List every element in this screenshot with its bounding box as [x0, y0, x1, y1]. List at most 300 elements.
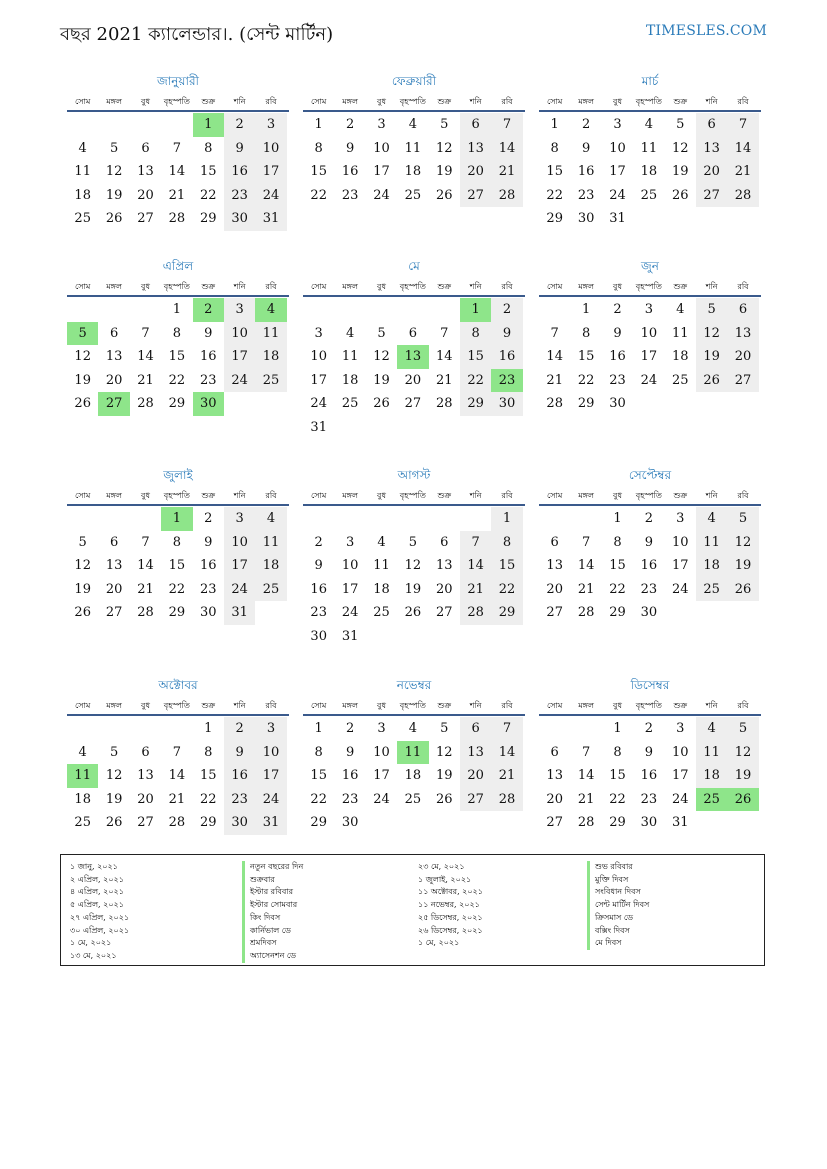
day-cell[interactable]: 25	[404, 791, 422, 807]
day-cell[interactable]: 13	[460, 137, 491, 161]
day-cell[interactable]: 10	[224, 322, 255, 346]
day-cell[interactable]: 22	[609, 581, 626, 597]
day-cell[interactable]: 18	[696, 554, 727, 578]
day-cell[interactable]: 14	[435, 349, 453, 364]
day-cell[interactable]: 18	[640, 164, 658, 179]
day-cell[interactable]: 21	[727, 160, 758, 184]
day-cell[interactable]: 13	[460, 741, 491, 765]
day-cell[interactable]: 4	[377, 534, 386, 550]
day-cell[interactable]: 5	[67, 322, 98, 346]
day-cell[interactable]: 15	[460, 345, 491, 369]
day-cell[interactable]: 28	[546, 396, 563, 411]
day-cell[interactable]: 4	[696, 507, 727, 531]
day-cell[interactable]: 5	[727, 507, 758, 531]
day-cell[interactable]: 19	[404, 581, 422, 597]
day-cell[interactable]: 11	[341, 349, 359, 364]
day-cell[interactable]: 28	[577, 605, 595, 620]
day-cell[interactable]: 30	[640, 815, 658, 830]
day-cell[interactable]: 13	[546, 768, 563, 783]
day-cell[interactable]: 4	[644, 117, 653, 132]
day-cell[interactable]: 14	[491, 741, 522, 765]
day-cell[interactable]: 23	[341, 187, 359, 203]
day-cell[interactable]: 23	[199, 581, 217, 597]
day-cell[interactable]: 6	[141, 744, 150, 760]
day-cell[interactable]: 29	[609, 815, 626, 830]
day-cell[interactable]: 1	[460, 298, 491, 322]
day-cell[interactable]: 15	[577, 349, 595, 364]
day-cell[interactable]: 17	[310, 372, 327, 388]
day-cell[interactable]: 17	[671, 558, 689, 573]
day-cell[interactable]: 5	[727, 717, 758, 741]
day-cell[interactable]: 25	[696, 578, 727, 602]
day-cell[interactable]: 11	[255, 322, 286, 346]
day-cell[interactable]: 6	[727, 298, 758, 322]
day-cell[interactable]: 22	[546, 187, 563, 203]
day-cell[interactable]: 27	[460, 184, 491, 208]
day-cell[interactable]: 10	[373, 744, 390, 760]
day-cell[interactable]: 28	[137, 605, 154, 620]
day-cell[interactable]: 27	[546, 815, 563, 830]
day-cell[interactable]: 14	[577, 558, 595, 573]
day-cell[interactable]: 15	[609, 558, 626, 573]
day-cell[interactable]: 13	[105, 558, 123, 573]
day-cell[interactable]: 27	[105, 605, 123, 620]
day-cell[interactable]: 7	[581, 534, 591, 550]
day-cell[interactable]: 2	[581, 117, 591, 132]
day-cell[interactable]: 11	[74, 164, 91, 179]
day-cell[interactable]: 29	[310, 815, 327, 830]
day-cell[interactable]: 27	[404, 396, 422, 411]
day-cell[interactable]: 25	[696, 788, 727, 812]
day-cell[interactable]: 8	[581, 325, 591, 341]
day-cell[interactable]: 24	[255, 788, 286, 812]
day-cell[interactable]: 23	[199, 372, 217, 388]
day-cell[interactable]: 7	[141, 325, 150, 341]
day-cell[interactable]: 9	[491, 322, 522, 346]
day-cell[interactable]: 3	[224, 507, 255, 531]
day-cell[interactable]: 20	[460, 160, 491, 184]
day-cell[interactable]: 30	[199, 605, 217, 620]
day-cell[interactable]: 15	[310, 164, 327, 179]
day-cell[interactable]: 4	[408, 721, 417, 736]
day-cell[interactable]: 26	[435, 791, 453, 807]
day-cell[interactable]: 13	[397, 345, 428, 369]
day-cell[interactable]: 30	[609, 396, 626, 411]
day-cell[interactable]: 12	[105, 768, 123, 783]
day-cell[interactable]: 7	[440, 325, 449, 341]
day-cell[interactable]: 31	[341, 628, 359, 644]
day-cell[interactable]: 30	[640, 605, 658, 620]
day-cell[interactable]: 18	[255, 554, 286, 578]
day-cell[interactable]: 23	[640, 581, 658, 597]
day-cell[interactable]: 22	[609, 791, 626, 807]
day-cell[interactable]: 16	[491, 345, 522, 369]
day-cell[interactable]: 8	[613, 534, 622, 550]
day-cell[interactable]: 30	[224, 207, 255, 231]
day-cell[interactable]: 31	[224, 601, 255, 625]
day-cell[interactable]: 16	[224, 764, 255, 788]
day-cell[interactable]: 21	[491, 160, 522, 184]
day-cell[interactable]: 26	[404, 605, 422, 620]
day-cell[interactable]: 20	[105, 581, 123, 597]
day-cell[interactable]: 2	[345, 117, 355, 132]
day-cell[interactable]: 28	[168, 815, 186, 830]
day-cell[interactable]: 5	[440, 117, 449, 132]
day-cell[interactable]: 20	[435, 581, 453, 597]
day-cell[interactable]: 21	[460, 578, 491, 602]
day-cell[interactable]: 19	[671, 164, 689, 179]
day-cell[interactable]: 13	[105, 349, 123, 364]
day-cell[interactable]: 4	[345, 325, 355, 341]
day-cell[interactable]: 26	[671, 187, 689, 203]
day-cell[interactable]: 29	[491, 601, 522, 625]
day-cell[interactable]: 8	[204, 140, 213, 156]
day-cell[interactable]: 9	[224, 741, 255, 765]
day-cell[interactable]: 10	[609, 140, 626, 156]
day-cell[interactable]: 26	[727, 578, 758, 602]
day-cell[interactable]: 12	[404, 558, 422, 573]
day-cell[interactable]: 17	[224, 345, 255, 369]
day-cell[interactable]: 28	[491, 788, 522, 812]
day-cell[interactable]: 16	[310, 581, 327, 597]
day-cell[interactable]: 18	[404, 768, 422, 783]
day-cell[interactable]: 3	[676, 511, 685, 526]
day-cell[interactable]: 3	[224, 298, 255, 322]
day-cell[interactable]: 8	[314, 140, 323, 156]
day-cell[interactable]: 18	[74, 791, 91, 807]
day-cell[interactable]: 6	[141, 140, 150, 156]
day-cell[interactable]: 18	[74, 187, 91, 203]
day-cell[interactable]: 18	[255, 345, 286, 369]
day-cell[interactable]: 12	[727, 531, 758, 555]
day-cell[interactable]: 23	[609, 372, 626, 388]
day-cell[interactable]: 24	[255, 184, 286, 208]
day-cell[interactable]: 3	[377, 721, 386, 736]
day-cell[interactable]: 1	[550, 117, 559, 132]
day-cell[interactable]: 19	[105, 791, 123, 807]
day-cell[interactable]: 26	[435, 187, 453, 203]
day-cell[interactable]: 16	[341, 164, 359, 179]
day-cell[interactable]: 5	[696, 298, 727, 322]
day-cell[interactable]: 21	[577, 791, 595, 807]
day-cell[interactable]: 16	[199, 349, 217, 364]
day-cell[interactable]: 8	[172, 325, 181, 341]
day-cell[interactable]: 23	[310, 605, 327, 620]
day-cell[interactable]: 26	[696, 369, 727, 393]
day-cell[interactable]: 10	[640, 325, 658, 341]
day-cell[interactable]: 22	[491, 578, 522, 602]
day-cell[interactable]: 9	[204, 325, 213, 341]
day-cell[interactable]: 24	[373, 791, 390, 807]
day-cell[interactable]: 10	[224, 531, 255, 555]
day-cell[interactable]: 16	[640, 558, 658, 573]
day-cell[interactable]: 24	[609, 187, 626, 203]
day-cell[interactable]: 25	[404, 187, 422, 203]
day-cell[interactable]: 6	[109, 325, 119, 341]
day-cell[interactable]: 4	[255, 507, 286, 531]
day-cell[interactable]: 28	[460, 601, 491, 625]
day-cell[interactable]: 8	[314, 744, 323, 760]
day-cell[interactable]: 13	[727, 322, 758, 346]
day-cell[interactable]: 17	[255, 764, 286, 788]
day-cell[interactable]: 23	[341, 791, 359, 807]
day-cell[interactable]: 8	[491, 531, 522, 555]
day-cell[interactable]: 29	[577, 396, 595, 411]
day-cell[interactable]: 11	[397, 741, 428, 765]
day-cell[interactable]: 11	[404, 140, 422, 156]
day-cell[interactable]: 10	[341, 558, 359, 573]
day-cell[interactable]: 24	[224, 369, 255, 393]
day-cell[interactable]: 17	[640, 349, 658, 364]
day-cell[interactable]: 9	[581, 140, 591, 156]
day-cell[interactable]: 8	[172, 534, 181, 550]
day-cell[interactable]: 18	[696, 764, 727, 788]
day-cell[interactable]: 10	[373, 140, 390, 156]
day-cell[interactable]: 19	[105, 187, 123, 203]
day-cell[interactable]: 6	[408, 325, 417, 341]
day-cell[interactable]: 27	[137, 815, 154, 830]
day-cell[interactable]: 11	[255, 531, 286, 555]
day-cell[interactable]: 25	[341, 396, 359, 411]
day-cell[interactable]: 10	[310, 349, 327, 364]
day-cell[interactable]: 1	[314, 117, 323, 132]
day-cell[interactable]: 18	[671, 349, 689, 364]
day-cell[interactable]: 22	[199, 791, 217, 807]
day-cell[interactable]: 19	[696, 345, 727, 369]
day-cell[interactable]: 24	[671, 791, 689, 807]
day-cell[interactable]: 17	[373, 768, 390, 783]
day-cell[interactable]: 26	[105, 815, 123, 830]
day-cell[interactable]: 31	[310, 419, 327, 435]
day-cell[interactable]: 2	[644, 511, 653, 526]
day-cell[interactable]: 22	[310, 791, 327, 807]
day-cell[interactable]: 7	[581, 744, 591, 760]
day-cell[interactable]: 27	[727, 369, 758, 393]
day-cell[interactable]: 30	[577, 211, 595, 226]
day-cell[interactable]: 2	[613, 302, 622, 317]
day-cell[interactable]: 6	[109, 534, 119, 550]
day-cell[interactable]: 5	[109, 744, 119, 760]
day-cell[interactable]: 14	[168, 164, 186, 179]
day-cell[interactable]: 25	[255, 578, 286, 602]
day-cell[interactable]: 15	[199, 164, 217, 179]
day-cell[interactable]: 9	[204, 534, 213, 550]
day-cell[interactable]: 9	[613, 325, 622, 341]
day-cell[interactable]: 27	[435, 605, 453, 620]
day-cell[interactable]: 3	[255, 113, 286, 137]
day-cell[interactable]: 20	[727, 345, 758, 369]
day-cell[interactable]: 23	[224, 184, 255, 208]
day-cell[interactable]: 10	[671, 534, 689, 550]
day-cell[interactable]: 19	[435, 164, 453, 179]
day-cell[interactable]: 20	[696, 160, 727, 184]
day-cell[interactable]: 13	[435, 558, 453, 573]
day-cell[interactable]: 9	[644, 534, 653, 550]
day-cell[interactable]: 29	[546, 211, 563, 226]
day-cell[interactable]: 12	[696, 322, 727, 346]
day-cell[interactable]: 29	[460, 392, 491, 416]
day-cell[interactable]: 13	[137, 164, 154, 179]
day-cell[interactable]: 9	[224, 137, 255, 161]
brand-link[interactable]: TIMESLES.COM	[646, 23, 767, 39]
day-cell[interactable]: 2	[204, 511, 213, 526]
day-cell[interactable]: 2	[224, 717, 255, 741]
day-cell[interactable]: 9	[345, 140, 355, 156]
day-cell[interactable]: 2	[644, 721, 653, 736]
day-cell[interactable]: 2	[193, 298, 224, 322]
day-cell[interactable]: 24	[310, 396, 327, 411]
day-cell[interactable]: 7	[460, 531, 491, 555]
day-cell[interactable]: 29	[168, 605, 186, 620]
day-cell[interactable]: 11	[671, 325, 689, 341]
day-cell[interactable]: 13	[137, 768, 154, 783]
day-cell[interactable]: 2	[314, 534, 323, 550]
day-cell[interactable]: 21	[435, 372, 453, 388]
day-cell[interactable]: 21	[137, 372, 154, 388]
day-cell[interactable]: 21	[491, 764, 522, 788]
day-cell[interactable]: 30	[193, 392, 224, 416]
day-cell[interactable]: 21	[137, 581, 154, 597]
day-cell[interactable]: 24	[224, 578, 255, 602]
day-cell[interactable]: 27	[98, 392, 129, 416]
day-cell[interactable]: 24	[671, 581, 689, 597]
day-cell[interactable]: 13	[546, 558, 563, 573]
day-cell[interactable]: 11	[67, 764, 98, 788]
day-cell[interactable]: 16	[341, 768, 359, 783]
day-cell[interactable]: 17	[671, 768, 689, 783]
day-cell[interactable]: 1	[193, 113, 224, 137]
day-cell[interactable]: 3	[345, 534, 355, 550]
day-cell[interactable]: 31	[609, 211, 626, 226]
day-cell[interactable]: 31	[255, 811, 286, 835]
day-cell[interactable]: 28	[491, 184, 522, 208]
day-cell[interactable]: 7	[172, 744, 181, 760]
day-cell[interactable]: 7	[491, 717, 522, 741]
day-cell[interactable]: 5	[676, 117, 685, 132]
day-cell[interactable]: 14	[546, 349, 563, 364]
day-cell[interactable]: 22	[199, 187, 217, 203]
day-cell[interactable]: 11	[373, 558, 390, 573]
day-cell[interactable]: 19	[74, 372, 91, 388]
day-cell[interactable]: 4	[78, 744, 87, 760]
day-cell[interactable]: 26	[727, 788, 758, 812]
day-cell[interactable]: 20	[460, 764, 491, 788]
day-cell[interactable]: 26	[74, 396, 91, 411]
day-cell[interactable]: 29	[168, 396, 186, 411]
day-cell[interactable]: 16	[224, 160, 255, 184]
day-cell[interactable]: 10	[255, 137, 286, 161]
day-cell[interactable]: 5	[78, 534, 87, 550]
day-cell[interactable]: 14	[137, 349, 154, 364]
day-cell[interactable]: 25	[255, 369, 286, 393]
day-cell[interactable]: 16	[577, 164, 595, 179]
day-cell[interactable]: 4	[255, 298, 286, 322]
day-cell[interactable]: 1	[613, 511, 622, 526]
day-cell[interactable]: 14	[577, 768, 595, 783]
day-cell[interactable]: 25	[640, 187, 658, 203]
day-cell[interactable]: 18	[373, 581, 390, 597]
day-cell[interactable]: 23	[577, 187, 595, 203]
day-cell[interactable]: 7	[491, 113, 522, 137]
day-cell[interactable]: 21	[577, 581, 595, 597]
day-cell[interactable]: 25	[74, 815, 91, 830]
day-cell[interactable]: 15	[199, 768, 217, 783]
day-cell[interactable]: 22	[168, 581, 186, 597]
day-cell[interactable]: 6	[550, 534, 559, 550]
day-cell[interactable]: 9	[644, 744, 653, 760]
day-cell[interactable]: 26	[373, 396, 390, 411]
day-cell[interactable]: 11	[696, 531, 727, 555]
day-cell[interactable]: 9	[345, 744, 355, 760]
day-cell[interactable]: 5	[109, 140, 119, 156]
day-cell[interactable]: 9	[314, 558, 323, 573]
day-cell[interactable]: 6	[460, 717, 491, 741]
day-cell[interactable]: 1	[204, 721, 213, 736]
day-cell[interactable]: 7	[727, 113, 758, 137]
day-cell[interactable]: 6	[550, 744, 559, 760]
day-cell[interactable]: 28	[435, 396, 453, 411]
day-cell[interactable]: 15	[491, 554, 522, 578]
day-cell[interactable]: 28	[577, 815, 595, 830]
day-cell[interactable]: 17	[609, 164, 626, 179]
day-cell[interactable]: 8	[613, 744, 622, 760]
day-cell[interactable]: 1	[581, 302, 591, 317]
day-cell[interactable]: 5	[408, 534, 417, 550]
day-cell[interactable]: 29	[199, 815, 217, 830]
day-cell[interactable]: 21	[168, 187, 186, 203]
day-cell[interactable]: 8	[204, 744, 213, 760]
day-cell[interactable]: 1	[314, 721, 323, 736]
day-cell[interactable]: 5	[440, 721, 449, 736]
day-cell[interactable]: 20	[546, 791, 563, 807]
day-cell[interactable]: 20	[105, 372, 123, 388]
day-cell[interactable]: 12	[74, 558, 91, 573]
day-cell[interactable]: 12	[671, 140, 689, 156]
day-cell[interactable]: 5	[377, 325, 386, 341]
day-cell[interactable]: 27	[460, 788, 491, 812]
day-cell[interactable]: 20	[404, 372, 422, 388]
day-cell[interactable]: 30	[310, 628, 327, 644]
day-cell[interactable]: 19	[727, 554, 758, 578]
day-cell[interactable]: 3	[613, 117, 622, 132]
day-cell[interactable]: 31	[671, 815, 689, 830]
day-cell[interactable]: 18	[341, 372, 359, 388]
day-cell[interactable]: 1	[613, 721, 622, 736]
day-cell[interactable]: 3	[314, 325, 323, 341]
day-cell[interactable]: 12	[435, 140, 453, 156]
day-cell[interactable]: 6	[460, 113, 491, 137]
day-cell[interactable]: 17	[341, 581, 359, 597]
day-cell[interactable]: 22	[310, 187, 327, 203]
day-cell[interactable]: 26	[105, 211, 123, 226]
day-cell[interactable]: 22	[577, 372, 595, 388]
day-cell[interactable]: 1	[161, 507, 192, 531]
day-cell[interactable]: 3	[255, 717, 286, 741]
day-cell[interactable]: 15	[168, 558, 186, 573]
day-cell[interactable]: 3	[676, 721, 685, 736]
day-cell[interactable]: 16	[199, 558, 217, 573]
day-cell[interactable]: 17	[224, 554, 255, 578]
day-cell[interactable]: 3	[644, 302, 653, 317]
day-cell[interactable]: 4	[408, 117, 417, 132]
day-cell[interactable]: 12	[727, 741, 758, 765]
day-cell[interactable]: 30	[491, 392, 522, 416]
day-cell[interactable]: 25	[373, 605, 390, 620]
day-cell[interactable]: 30	[224, 811, 255, 835]
day-cell[interactable]: 20	[546, 581, 563, 597]
day-cell[interactable]: 24	[640, 372, 658, 388]
day-cell[interactable]: 11	[696, 741, 727, 765]
